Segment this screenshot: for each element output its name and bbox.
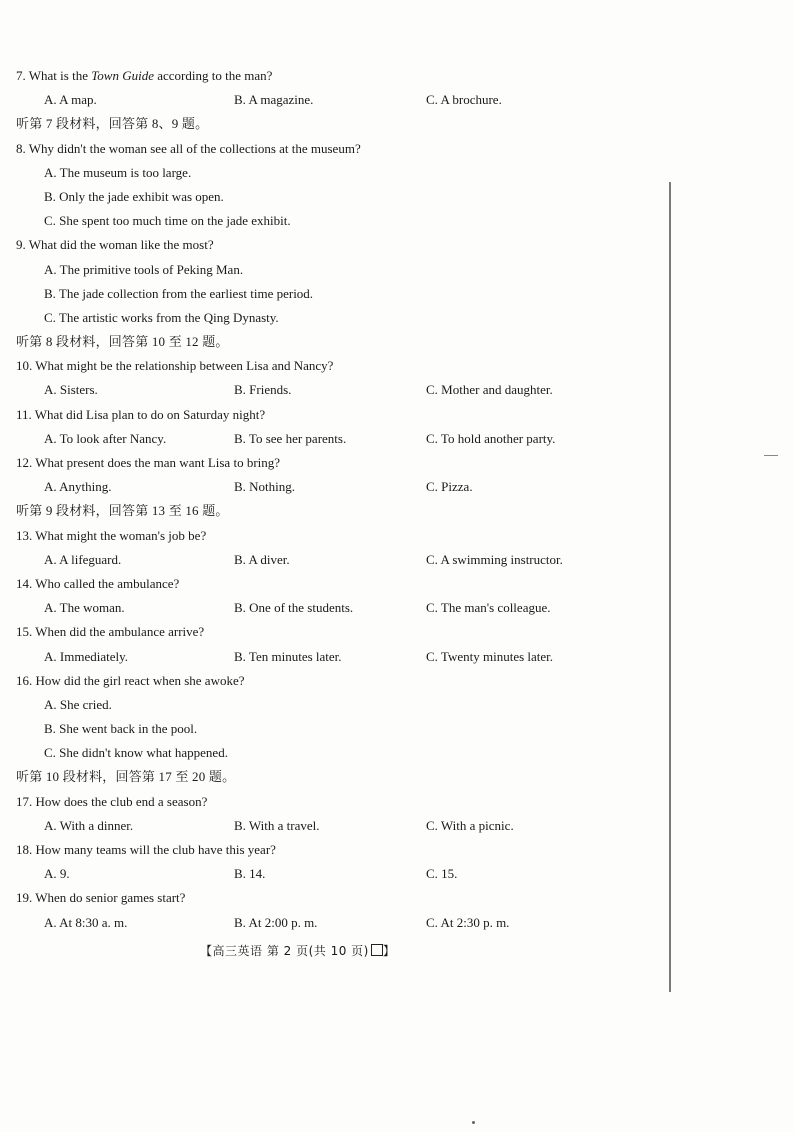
answer-option-c: C. With a picnic. <box>426 817 514 833</box>
question-text: 10. What might be the relationship between Lisa and Nancy? <box>16 358 334 374</box>
answer-option-c: C. 15. <box>426 866 458 882</box>
footer-close: 】 <box>382 944 396 958</box>
section-instruction: 听第 7 段材料，回答第 8、9 题。 <box>16 116 209 132</box>
question-stem <box>16 838 656 862</box>
question-stem <box>16 403 656 427</box>
answer-option: A. She cried. <box>44 696 112 712</box>
question-text: 15. When did the ambulance arrive? <box>16 624 205 640</box>
answer-option-c: C. A swimming instructor. <box>426 551 563 567</box>
answer-option-a: A. Anything. <box>44 479 112 495</box>
answer-option-b: B. 14. <box>234 866 266 882</box>
question-text: 19. When do senior games start? <box>16 890 186 906</box>
answer-option-c: C. The man's colleague. <box>426 600 551 616</box>
answer-options-row <box>16 814 656 838</box>
answer-option-a: A. The woman. <box>44 600 125 616</box>
answer-option-b: B. A diver. <box>234 551 290 567</box>
question-text: 7. What is the <box>16 68 92 83</box>
answer-options-row <box>16 427 656 451</box>
answer-option-b: B. To see her parents. <box>234 430 347 446</box>
answer-option: B. She went back in the pool. <box>44 721 198 737</box>
answer-options-row <box>16 88 656 112</box>
answer-option: B. Only the jade exhibit was open. <box>44 188 224 204</box>
margin-rule <box>669 182 671 992</box>
section-instruction: 听第 8 段材料，回答第 10 至 12 题。 <box>16 334 229 350</box>
question-stem <box>16 137 656 161</box>
answer-option-b: B. Friends. <box>234 382 292 398</box>
answer-option: C. She spent too much time on the jade exhibit. <box>44 213 291 229</box>
answer-option: A. The primitive tools of Peking Man. <box>44 261 244 277</box>
answer-option: B. The jade collection from the earliest time period. <box>44 285 314 301</box>
margin-dash <box>764 455 778 456</box>
answer-option-c: C. Mother and daughter. <box>426 382 553 398</box>
answer-option-c: C. Twenty minutes later. <box>426 648 554 664</box>
question-text: 16. How did the girl react when she awoke? <box>16 672 245 688</box>
answer-option-a: A. A map. <box>44 92 97 108</box>
question-stem <box>16 64 656 88</box>
answer-option-a: A. Sisters. <box>44 382 98 398</box>
answer-option-b: B. Ten minutes later. <box>234 648 342 664</box>
answer-option-c: C. At 2:30 p. m. <box>426 914 510 930</box>
answer-option-b: B. Nothing. <box>234 479 296 495</box>
answer-option-a: A. With a dinner. <box>44 817 134 833</box>
answer-option-a: A. At 8:30 a. m. <box>44 914 128 930</box>
question-text: 11. What did Lisa plan to do on Saturday night? <box>16 406 266 422</box>
page-footer <box>200 941 395 961</box>
question-list <box>16 64 656 935</box>
answer-option-b: B. At 2:00 p. m. <box>234 914 318 930</box>
answer-options-row <box>16 475 656 499</box>
answer-option-a: A. To look after Nancy. <box>44 430 167 446</box>
question-stem <box>16 451 656 475</box>
question-italic-title: Town Guide <box>91 68 154 83</box>
question-stem <box>16 524 656 548</box>
answer-option: C. She didn't know what happened. <box>44 745 228 761</box>
section-instruction: 听第 10 段材料，回答第 17 至 20 题。 <box>16 769 236 785</box>
answer-options-row <box>16 862 656 886</box>
answer-option-b: B. A magazine. <box>234 92 314 108</box>
question-text: 12. What present does the man want Lisa to bring? <box>16 455 281 470</box>
question-stem <box>16 572 656 596</box>
answer-option-a: A. A lifeguard. <box>44 551 122 567</box>
question-text: 18. How many teams will the club have this year? <box>16 842 276 857</box>
question-stem <box>16 790 656 814</box>
question-text: 9. What did the woman like the most? <box>16 237 214 253</box>
answer-option-a: A. Immediately. <box>44 648 128 664</box>
footer-box-icon <box>371 944 383 956</box>
answer-option-b: B. One of the students. <box>234 600 354 616</box>
question-stem <box>16 669 656 693</box>
answer-option-c: C. A brochure. <box>426 92 502 108</box>
section-instruction: 听第 9 段材料，回答第 13 至 16 题。 <box>16 503 229 519</box>
answer-options-row <box>16 378 656 402</box>
answer-option: A. The museum is too large. <box>44 164 192 180</box>
answer-option-c: C. Pizza. <box>426 479 473 495</box>
answer-options-row <box>16 548 656 572</box>
question-stem <box>16 354 656 378</box>
answer-options-row <box>16 645 656 669</box>
question-text: 14. Who called the ambulance? <box>16 575 180 591</box>
question-stem <box>16 620 656 644</box>
scan-speck <box>472 1121 475 1124</box>
answer-options-row <box>16 596 656 620</box>
question-text: 17. How does the club end a season? <box>16 793 208 809</box>
answer-option-b: B. With a travel. <box>234 817 320 833</box>
question-stem <box>16 886 656 910</box>
footer-text: 【高三英语 第 2 页(共 10 页) <box>200 944 369 958</box>
answer-option: C. The artistic works from the Qing Dynasty. <box>44 309 279 325</box>
answer-option-c: C. To hold another party. <box>426 430 556 446</box>
question-text-rest: according to the man? <box>153 68 273 83</box>
question-text: 8. Why didn't the woman see all of the collections at the museum? <box>16 140 361 156</box>
question-stem <box>16 233 656 257</box>
answer-option-a: A. 9. <box>44 866 70 882</box>
question-text: 13. What might the woman's job be? <box>16 527 207 543</box>
answer-options-row <box>16 911 656 935</box>
